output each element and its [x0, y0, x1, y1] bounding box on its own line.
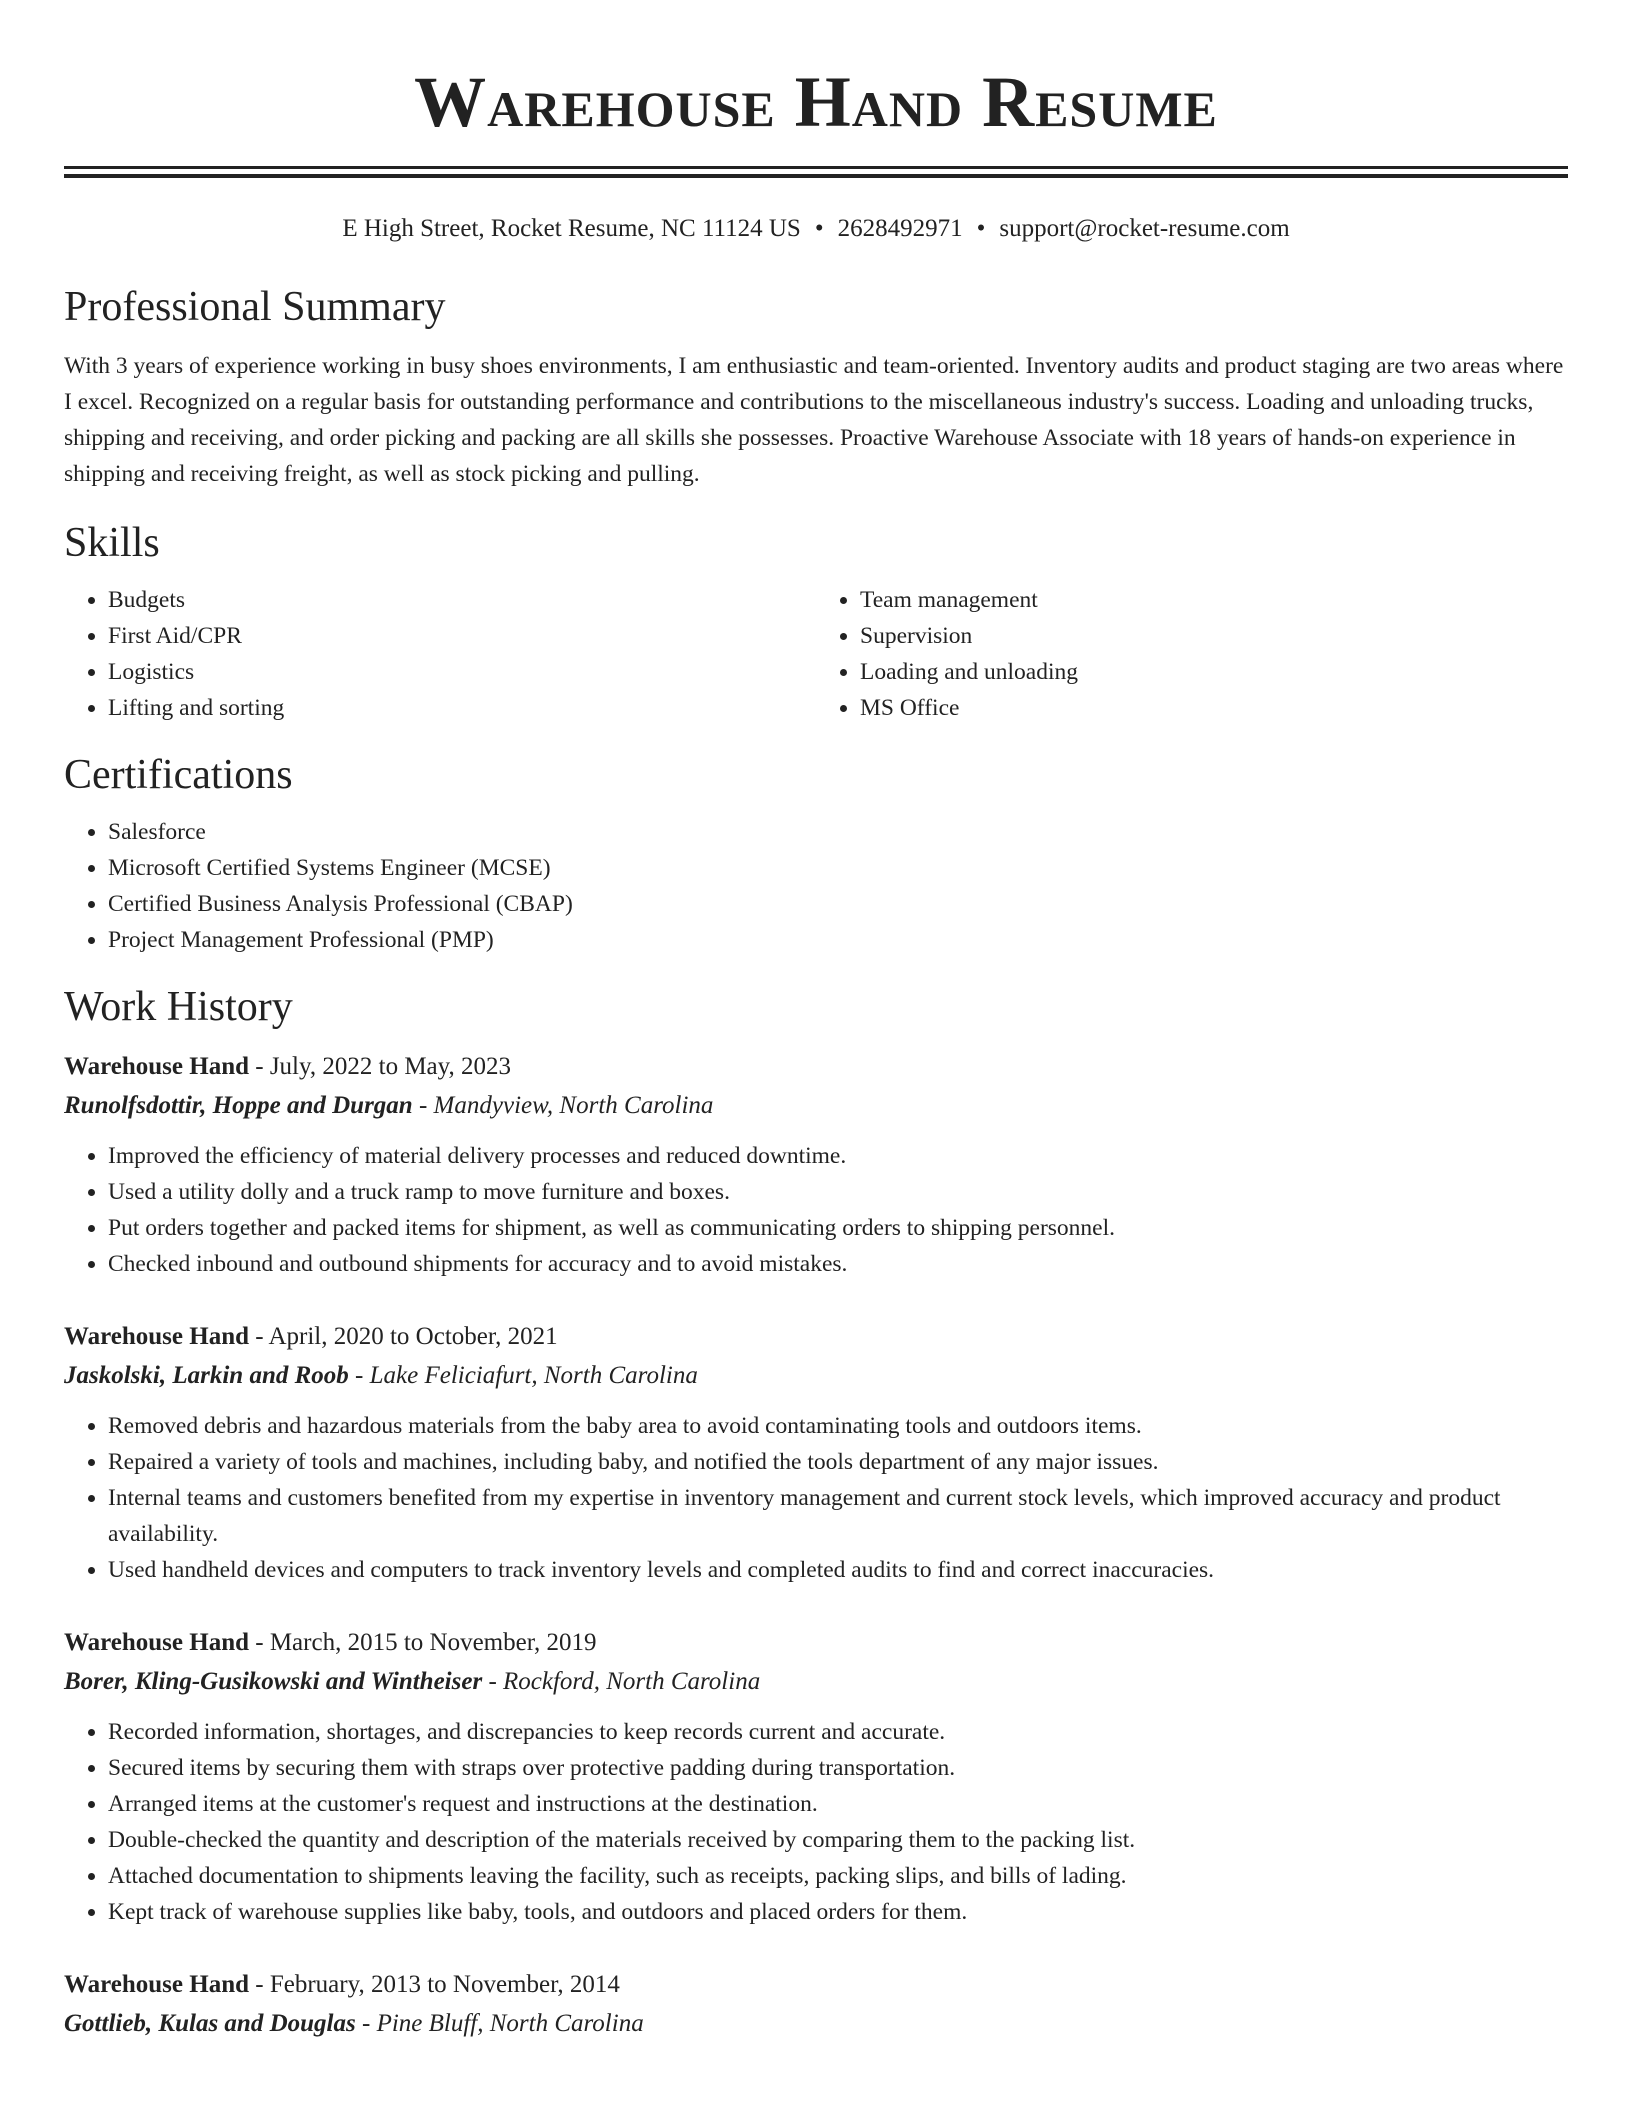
job-dates: February, 2013 to November, 2014 [269, 1971, 620, 1998]
job-bullet: • Internal teams and customers benefited from my expertise in inventory management and current stock levels, which improved accuracy and product availability. [108, 1480, 1568, 1552]
job-bullets [64, 1408, 1568, 1588]
contact-line [64, 214, 1568, 244]
certification-item: • Salesforce [108, 814, 1568, 850]
dash: - [249, 1629, 270, 1656]
summary-text: With 3 years of experience working in busy shoes environments, I am enthusiastic and team-oriented. Inventory audits and product staging are two areas where I excel. Recognized on a regular basis for outstanding performance and contributions to the miscellaneous industry's success. Loading and unloading trucks, shipping and receiving, and order picking and packing are all skills she possesses. Proactive Warehouse Associate with 18 years of hands-on experience in shipping and receiving freight, as well as stock picking and pulling. [64, 353, 1564, 487]
skill-item: • Logistics [108, 654, 816, 690]
job-bullet: • Improved the efficiency of material delivery processes and reduced downtime. [108, 1138, 1568, 1174]
skill-item: • First Aid/CPR [108, 618, 816, 654]
dash: - [348, 1362, 370, 1389]
skill-item: • Budgets [108, 582, 816, 618]
job-bullet: • Secured items by securing them with straps over protective padding during transportation. [108, 1750, 1568, 1786]
company-name: Jaskolski, Larkin and Roob [64, 1362, 349, 1389]
contact-separator: • [814, 215, 824, 242]
skill-item: • Lifting and sorting [108, 690, 816, 726]
skills-list-right [816, 582, 1568, 726]
contact-email: support@rocket-resume.com [999, 215, 1290, 242]
certification-item: • Certified Business Analysis Professional (CBAP) [108, 886, 1568, 922]
job-title-line [64, 1966, 1568, 2004]
job-title: Warehouse Hand [64, 1053, 249, 1080]
job-bullet: • Used handheld devices and computers to track inventory levels and completed audits to find and correct inaccuracies. [108, 1552, 1568, 1588]
job-title-line [64, 1048, 1568, 1086]
job-bullet: • Arranged items at the customer's request and instructions at the destination. [108, 1786, 1568, 1822]
skills-list-left [64, 582, 816, 726]
job-entry [64, 1048, 1568, 1282]
job-bullet: • Removed debris and hazardous materials from the baby area to avoid contaminating tools and outdoors items. [108, 1408, 1568, 1444]
dash: - [355, 2010, 377, 2037]
job-bullets [64, 1714, 1568, 1930]
skill-item: • Team management [860, 582, 1568, 618]
certification-item: • Project Management Professional (PMP) [108, 922, 1568, 958]
job-title-line [64, 1318, 1568, 1356]
job-bullet: • Attached documentation to shipments leaving the facility, such as receipts, packing slips, and bills of lading. [108, 1858, 1568, 1894]
company-name: Runolfsdottir, Hoppe and Durgan [64, 1092, 413, 1119]
skill-item: • Supervision [860, 618, 1568, 654]
contact-address: E High Street, Rocket Resume, NC 11124 US [342, 215, 801, 242]
job-dates: July, 2022 to May, 2023 [269, 1053, 512, 1080]
job-title: Warehouse Hand [64, 1629, 249, 1656]
job-bullet: • Recorded information, shortages, and discrepancies to keep records current and accurate. [108, 1714, 1568, 1750]
company-location: Pine Bluff, North Carolina [376, 2010, 644, 2037]
summary-heading: Professional Summary [64, 284, 446, 330]
skill-item: • Loading and unloading [860, 654, 1568, 690]
company-line [64, 1356, 1568, 1396]
dash: - [249, 1053, 270, 1080]
dash: - [249, 1971, 270, 1998]
dash: - [412, 1092, 434, 1119]
company-line [64, 1086, 1568, 1126]
company-name: Borer, Kling-Gusikowski and Wintheiser [64, 1668, 483, 1695]
skill-item: • MS Office [860, 690, 1568, 726]
certifications-list [64, 814, 1568, 958]
company-location: Mandyview, North Carolina [433, 1092, 714, 1119]
job-bullet: • Kept track of warehouse supplies like baby, tools, and outdoors and placed orders for them. [108, 1894, 1568, 1930]
job-entry [64, 1318, 1568, 1588]
skills-heading: Skills [64, 520, 160, 566]
job-dates: March, 2015 to November, 2019 [269, 1629, 597, 1656]
title-double-rule [64, 166, 1568, 178]
skills-columns [64, 582, 1568, 726]
dash: - [249, 1323, 269, 1350]
company-line [64, 2004, 1568, 2044]
job-dates: April, 2020 to October, 2021 [268, 1323, 558, 1350]
job-bullet: • Checked inbound and outbound shipments for accuracy and to avoid mistakes. [108, 1246, 1568, 1282]
company-location: Lake Feliciafurt, North Carolina [369, 1362, 698, 1389]
job-title: Warehouse Hand [64, 1971, 249, 1998]
work-history-heading: Work History [64, 984, 293, 1030]
certifications-heading: Certifications [64, 752, 293, 798]
job-bullet: • Put orders together and packed items for shipment, as well as communicating orders to shipping personnel. [108, 1210, 1568, 1246]
company-name: Gottlieb, Kulas and Douglas [64, 2010, 356, 2037]
job-bullet: • Double-checked the quantity and description of the materials received by comparing them to the packing list. [108, 1822, 1568, 1858]
contact-separator: • [976, 215, 986, 242]
job-bullet: • Repaired a variety of tools and machines, including baby, and notified the tools department of any major issues. [108, 1444, 1568, 1480]
job-bullets [64, 1138, 1568, 1282]
resume-title: Warehouse Hand Resume [414, 62, 1218, 142]
contact-phone: 2628492971 [837, 215, 963, 242]
company-line [64, 1662, 1568, 1702]
job-title-line [64, 1624, 1568, 1662]
job-entry [64, 1966, 1568, 2044]
company-location: Rockford, North Carolina [503, 1668, 761, 1695]
job-title: Warehouse Hand [64, 1323, 249, 1350]
certification-item: • Microsoft Certified Systems Engineer (MCSE) [108, 850, 1568, 886]
job-bullet: • Used a utility dolly and a truck ramp to move furniture and boxes. [108, 1174, 1568, 1210]
job-entry [64, 1624, 1568, 1930]
dash: - [482, 1668, 504, 1695]
